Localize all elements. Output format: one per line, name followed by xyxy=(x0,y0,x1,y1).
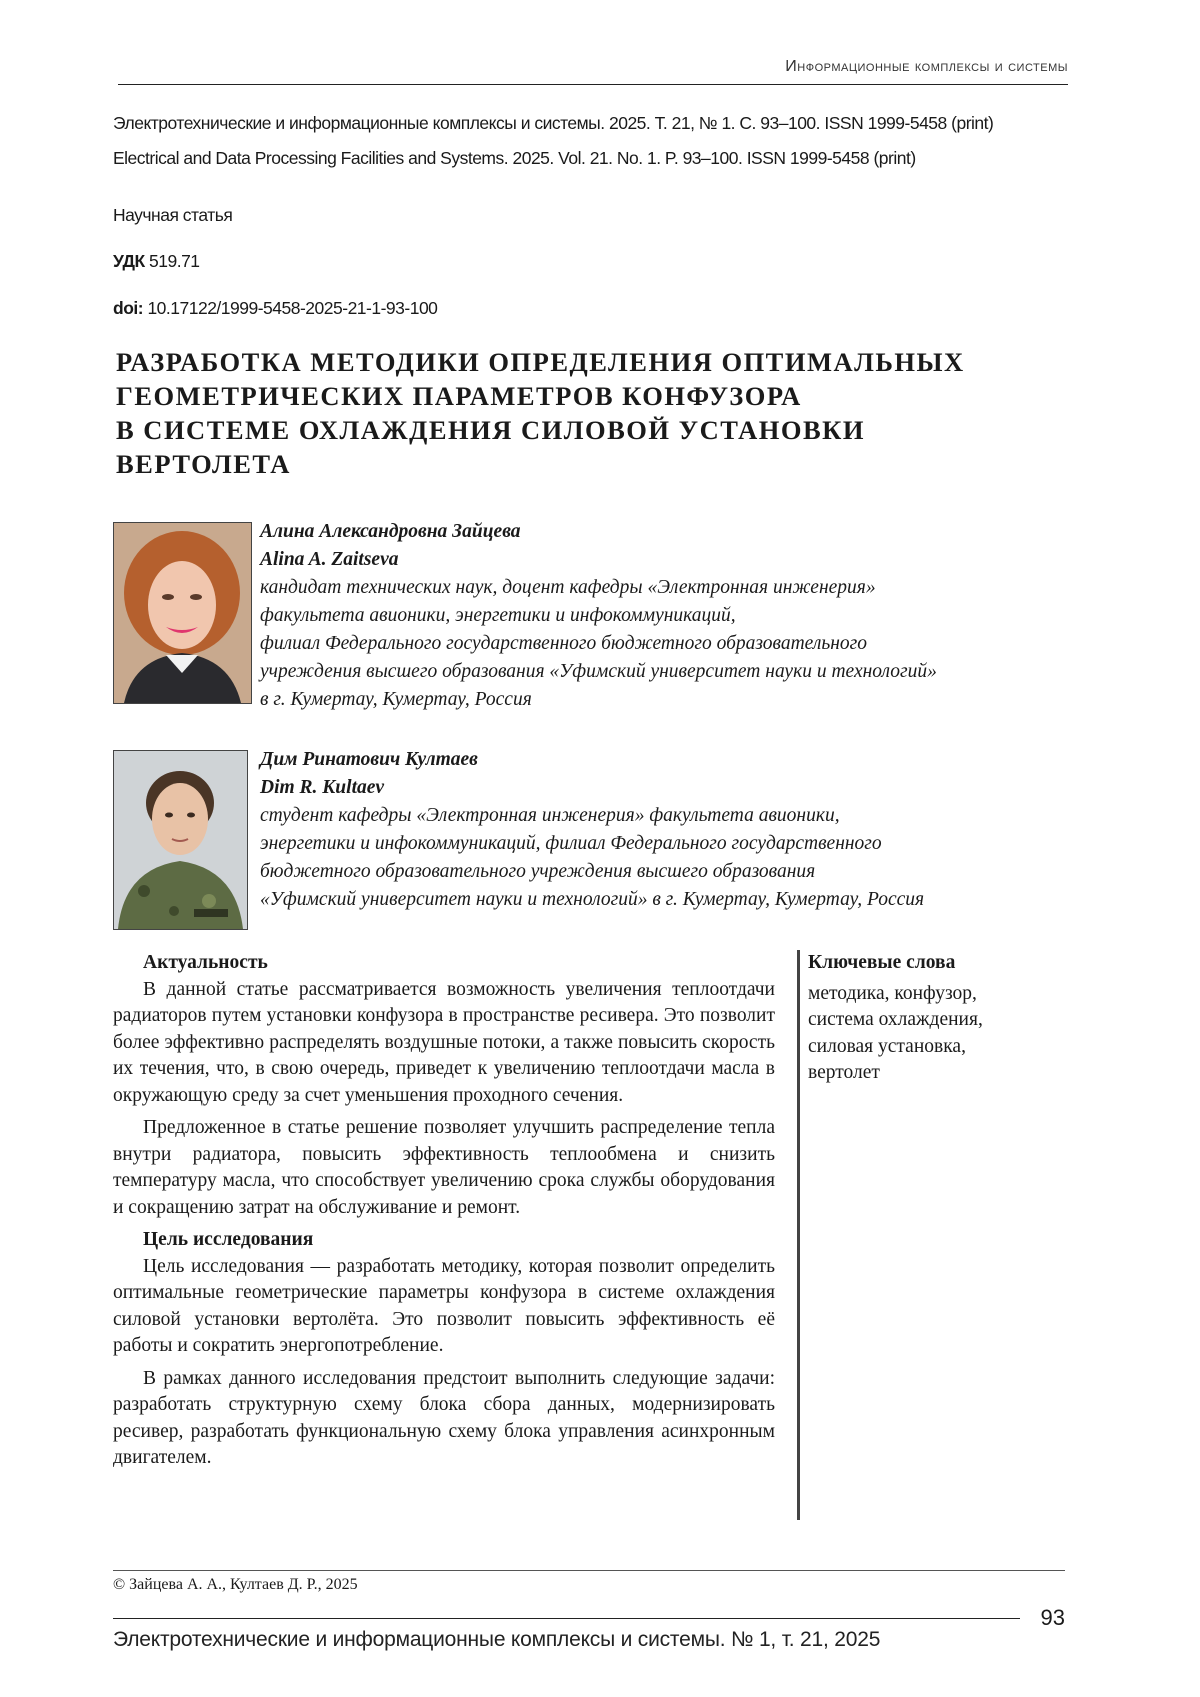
title-line: ВЕРТОЛЕТА xyxy=(116,447,1076,481)
title-line: ГЕОМЕТРИЧЕСКИХ ПАРАМЕТРОВ КОНФУЗОРА xyxy=(116,379,1076,413)
author-name-en: Dim R. Kultaev xyxy=(260,774,1080,802)
udk xyxy=(113,251,200,272)
author-affiliation-line: филиал Федерального государственного бюджетного образовательного xyxy=(260,630,1080,658)
citation-ru: Электротехнические и информационные комплексы и системы. 2025. Т. 21, № 1. С. 93–100. ISSN 1999-5458 (print) xyxy=(113,113,993,134)
journal-footer: Электротехнические и информационные комплексы и системы. № 1, т. 21, 2025 xyxy=(113,1628,880,1652)
page-number: 93 xyxy=(1041,1605,1065,1631)
author-affiliation-line: факультета авионики, энергетики и инфокоммуникаций, xyxy=(260,602,1080,630)
author-block-zaitseva xyxy=(260,518,1080,714)
author-photo-zaitseva xyxy=(113,522,252,704)
keywords xyxy=(808,950,1038,1087)
abstract xyxy=(113,950,775,1478)
citation-en: Electrical and Data Processing Facilities and Systems. 2025. Vol. 21. No. 1. P. 93–100. ISSN 1999-5458 (print) xyxy=(113,148,916,169)
footnote-rule xyxy=(113,1570,1065,1571)
keyword-line: система охлаждения, xyxy=(808,1007,1038,1034)
author-affiliation-line: студент кафедры «Электронная инженерия» факультета авионики, xyxy=(260,802,1080,830)
keyword-line: методика, конфузор, xyxy=(808,981,1038,1008)
abstract-paragraph: В данной статье рассматривается возможность увеличения теплоотдачи радиаторов путем установки конфузора в пространстве ресивера. Это позволит более эффективно распределять воздушные потоки, а также повысить скорость их течения, что, в свою очередь, приведет к увеличению теплоотдачи масла в окружающую среду за счет уменьшения проходного сечения. xyxy=(113,977,775,1110)
title-line: В СИСТЕМЕ ОХЛАЖДЕНИЯ СИЛОВОЙ УСТАНОВКИ xyxy=(116,413,1076,447)
abstract-paragraph: Предложенное в статье решение позволяет улучшить распределение тепла внутри радиатора, повысить эффективность теплообмена и снизить температуру масла, что способствует увеличению срока службы оборудования и сокращению затрат на обслуживание и ремонт. xyxy=(113,1115,775,1221)
keyword-line: силовая установка, xyxy=(808,1034,1038,1061)
keywords-heading: Ключевые слова xyxy=(808,950,1038,977)
author-affiliation-line: энергетики и инфокоммуникаций, филиал Федерального государственного xyxy=(260,830,1080,858)
heading-relevance: Актуальность xyxy=(113,950,775,977)
author-name-ru: Алина Александровна Зайцева xyxy=(260,518,1080,546)
header-rule xyxy=(118,84,1068,85)
author-photo-kultaev xyxy=(113,750,248,930)
udk-value: 519.71 xyxy=(145,251,200,271)
author-name-en: Alina A. Zaitseva xyxy=(260,546,1080,574)
title-line: РАЗРАБОТКА МЕТОДИКИ ОПРЕДЕЛЕНИЯ ОПТИМАЛЬНЫХ xyxy=(116,345,1076,379)
article-title xyxy=(116,345,1076,481)
author-affiliation-line: бюджетного образовательного учреждения высшего образования xyxy=(260,858,1080,886)
running-head: Информационные комплексы и системы xyxy=(118,58,1068,76)
author-affiliation-line: в г. Кумертау, Кумертау, Россия xyxy=(260,686,1080,714)
copyright: © Зайцева А. А., Култаев Д. Р., 2025 xyxy=(113,1576,358,1594)
keyword-line: вертолет xyxy=(808,1060,1038,1087)
keywords-rule xyxy=(797,950,800,1520)
doi xyxy=(113,298,437,319)
author-affiliation-line: «Уфимский университет науки и технологий» в г. Кумертау, Кумертау, Россия xyxy=(260,886,1080,914)
abstract-paragraph: В рамках данного исследования предстоит выполнить следующие задачи: разработать структурную схему блока сбора данных, модернизировать ресивер, разработать функциональную схему блока управления асинхронным двигателем. xyxy=(113,1366,775,1472)
article-type: Научная статья xyxy=(113,205,232,226)
author-affiliation-line: учреждения высшего образования «Уфимский университет науки и технологий» xyxy=(260,658,1080,686)
heading-goal: Цель исследования xyxy=(113,1227,775,1254)
author-block-kultaev xyxy=(260,746,1080,914)
abstract-paragraph: Цель исследования — разработать методику, которая позволит определить оптимальные геометрические параметры конфузора в системе охлаждения силовой установки вертолёта. Это позволит повысить эффективность её работы и сократить энергопотребление. xyxy=(113,1254,775,1360)
author-name-ru: Дим Ринатович Култаев xyxy=(260,746,1080,774)
footer-rule xyxy=(113,1618,1020,1619)
author-affiliation-line: кандидат технических наук, доцент кафедры «Электронная инженерия» xyxy=(260,574,1080,602)
doi-label: doi: xyxy=(113,298,143,318)
udk-label: УДК xyxy=(113,251,145,271)
doi-value: 10.17122/1999-5458-2025-21-1-93-100 xyxy=(143,298,437,318)
